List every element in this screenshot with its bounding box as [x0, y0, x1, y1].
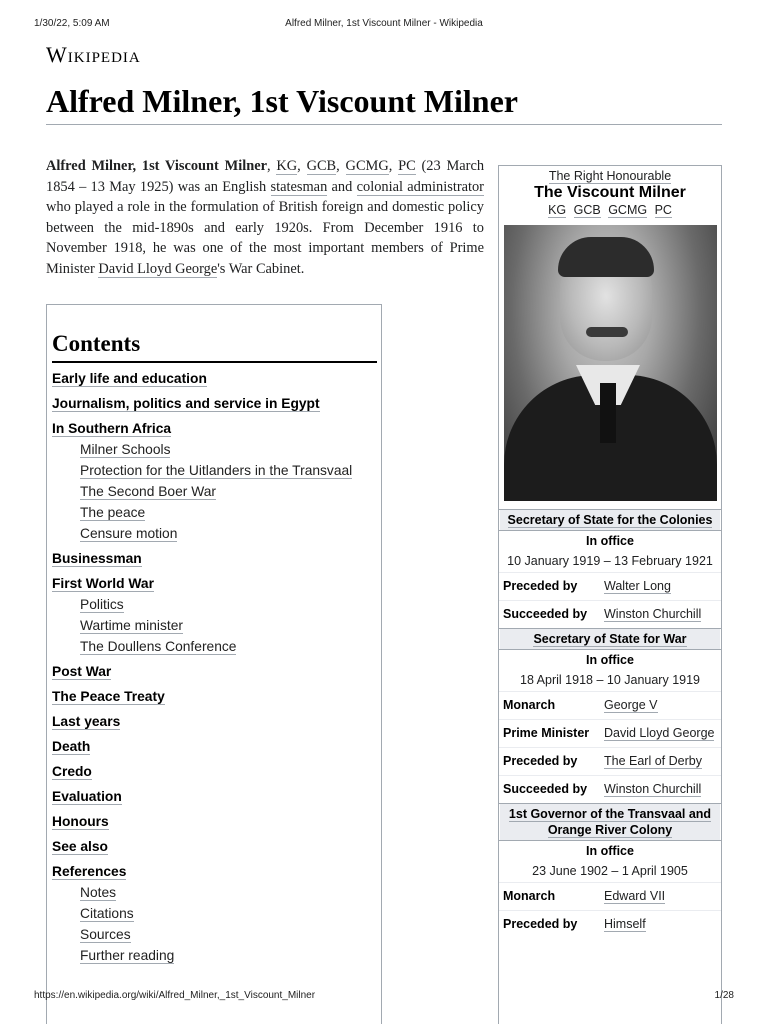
statesman-link[interactable]: statesman: [270, 178, 328, 195]
toc-subitem-label: Censure motion: [80, 526, 178, 541]
toc-subitem-label: Wartime minister: [80, 618, 183, 633]
office-title-link[interactable]: Secretary of State for the Colonies: [507, 513, 713, 527]
honorific-link[interactable]: The Right Honourable: [548, 169, 672, 183]
toc-list: [52, 369, 377, 965]
gcmg-link[interactable]: GCMG: [345, 158, 389, 174]
toc-item-label: The Peace Treaty: [52, 689, 165, 704]
toc-item-label: In Southern Africa: [52, 421, 172, 436]
infobox-row-label: Preceded by: [503, 579, 578, 593]
in-office-label: In office: [499, 840, 721, 861]
toc-subitem-label: Further reading: [80, 948, 175, 963]
toc-subitem[interactable]: [52, 482, 377, 501]
toc-item[interactable]: [52, 419, 377, 438]
toc-item-label: References: [52, 864, 127, 879]
office-dates: 18 April 1918 – 10 January 1919: [520, 673, 700, 687]
toc-item-label: Post War: [52, 664, 112, 679]
postnominal-link[interactable]: GCMG: [608, 203, 648, 217]
toc-subitem[interactable]: [52, 524, 377, 543]
office-section: [499, 628, 721, 803]
in-office-label: In office: [499, 649, 721, 670]
toc-item[interactable]: [52, 574, 377, 593]
toc-item-label: First World War: [52, 576, 154, 591]
portrait-photo[interactable]: [504, 225, 717, 501]
toc-subitem-label: Politics: [80, 597, 124, 612]
page-title: Alfred Milner, 1st Viscount Milner: [46, 82, 722, 125]
office-dates: 23 June 1902 – 1 April 1905: [532, 864, 688, 878]
toc-item-label: Businessman: [52, 551, 142, 566]
lead-paragraph: [46, 156, 484, 280]
print-url: https://en.wikipedia.org/wiki/Alfred_Milner,_1st_Viscount_Milner: [34, 990, 316, 1001]
infobox-row-value-link[interactable]: Winston Churchill: [604, 607, 702, 621]
toc-item[interactable]: [52, 394, 377, 413]
infobox-name: The Viscount Milner: [534, 184, 686, 201]
photo-hair: [558, 237, 654, 277]
lead-text: ,: [336, 158, 346, 174]
toc-item[interactable]: [52, 712, 377, 731]
infobox-row: [499, 775, 721, 803]
infobox-row-value-link[interactable]: Walter Long: [604, 579, 671, 593]
office-section: [499, 509, 721, 628]
toc-item-label: Last years: [52, 714, 121, 729]
toc-subitem[interactable]: [52, 461, 377, 480]
toc-subitem[interactable]: [52, 925, 377, 944]
toc-item-label: See also: [52, 839, 108, 854]
toc-subitem[interactable]: [52, 883, 377, 902]
toc-item[interactable]: [52, 549, 377, 568]
infobox-row-value-link[interactable]: Winston Churchill: [604, 782, 702, 796]
infobox-row-value: [604, 723, 717, 744]
toc-subitem[interactable]: [52, 616, 377, 635]
toc-subitem-label: The peace: [80, 505, 146, 520]
office-dates: 10 January 1919 – 13 February 1921: [507, 554, 713, 568]
toc-subitem-label: Citations: [80, 906, 134, 921]
toc-item-label: Journalism, politics and service in Egypt: [52, 396, 320, 411]
toc-item-label: Credo: [52, 764, 92, 779]
lead-text: 's War Cabinet.: [217, 260, 305, 277]
gcb-link[interactable]: GCB: [306, 158, 337, 174]
infobox-row: [499, 910, 721, 938]
lead-text: and: [327, 178, 357, 195]
infobox-row-value: [604, 751, 717, 772]
infobox-row-label: Prime Minister: [503, 726, 590, 740]
toc-item[interactable]: [52, 862, 377, 881]
office-title: [500, 510, 720, 530]
print-doc-title: Alfred Milner, 1st Viscount Milner - Wikipedia: [285, 18, 483, 29]
toc-subitem[interactable]: [52, 503, 377, 522]
lead-subject-name: Alfred Milner, 1st Viscount Milner: [46, 158, 267, 174]
infobox-row-value: [604, 914, 717, 935]
infobox-row: [499, 600, 721, 628]
toc-item[interactable]: [52, 762, 377, 781]
infobox-offices: [499, 509, 721, 938]
toc-subitem[interactable]: [52, 440, 377, 459]
infobox-row-value-link[interactable]: Himself: [604, 917, 646, 931]
print-header: [34, 18, 734, 32]
table-of-contents: [46, 304, 382, 1024]
lead-text: (23 March 1854 – 13 May 1925) was an English: [46, 158, 485, 195]
in-office-label: In office: [499, 530, 721, 551]
toc-subitem[interactable]: [52, 946, 377, 965]
infobox-row-value: [604, 886, 717, 907]
toc-subitem[interactable]: [52, 637, 377, 656]
postnominal-link[interactable]: KG: [548, 203, 567, 217]
kg-link[interactable]: KG: [276, 158, 298, 174]
infobox-row-value-link[interactable]: George V: [604, 698, 658, 712]
infobox-row-label: Monarch: [503, 698, 556, 712]
infobox-row-value: [604, 576, 717, 597]
photo-moustache: [586, 327, 628, 337]
infobox-row-value: [604, 604, 717, 625]
toc-item-label: Early life and education: [52, 371, 207, 386]
infobox-row-value-link[interactable]: Edward VII: [604, 889, 666, 903]
wikipedia-wordmark[interactable]: Wikipedia: [46, 42, 141, 67]
toc-subitem[interactable]: [52, 595, 377, 614]
toc-subitem-label: Milner Schools: [80, 442, 171, 457]
infobox-honorific: [499, 169, 721, 183]
toc-subitem-label: Sources: [80, 927, 131, 942]
postnominal-link[interactable]: GCB: [573, 203, 601, 217]
photo-tie: [600, 383, 616, 443]
lead-text: ,: [297, 158, 307, 174]
pc-link[interactable]: PC: [398, 158, 416, 174]
toc-subitem-label: Protection for the Uitlanders in the Transvaal: [80, 463, 353, 478]
office-title: [500, 629, 720, 649]
infobox-row: [499, 747, 721, 775]
infobox-row-value-link[interactable]: David Lloyd George: [604, 726, 715, 740]
infobox-row-value: [604, 779, 717, 800]
print-timestamp: 1/30/22, 5:09 AM: [34, 18, 110, 29]
toc-item[interactable]: [52, 837, 377, 856]
toc-subitem[interactable]: [52, 904, 377, 923]
infobox-postnominals: [499, 203, 721, 217]
infobox-row-value-link[interactable]: The Earl of Derby: [604, 754, 702, 768]
lead-text: ,: [266, 158, 277, 174]
toc-subitem-label: Notes: [80, 885, 117, 900]
toc-item[interactable]: [52, 812, 377, 831]
colonial-administrator-link[interactable]: colonial administrator: [356, 178, 484, 195]
infobox-row-label: Preceded by: [503, 754, 578, 768]
toc-heading: Contents: [52, 329, 377, 363]
postnominal-link[interactable]: PC: [654, 203, 672, 217]
toc-item-label: Evaluation: [52, 789, 122, 804]
toc-item[interactable]: [52, 369, 377, 388]
toc-item[interactable]: [52, 787, 377, 806]
office-section: [499, 803, 721, 938]
lead-text: who played a role in the formulation of British foreign and domestic policy between the mid-1890s and early 1920s. From December 1916 to November 1918, he was one of the most important members of Prime Minister: [46, 199, 484, 277]
infobox-row: [499, 719, 721, 747]
infobox-row-label: Succeeded by: [503, 782, 588, 796]
toc-item-label: Death: [52, 739, 91, 754]
infobox-row: [499, 572, 721, 600]
office-title: [500, 804, 720, 840]
toc-subitem-label: The Second Boer War: [80, 484, 216, 499]
infobox-row-label: Monarch: [503, 889, 556, 903]
infobox-row-label: Succeeded by: [503, 607, 588, 621]
infobox-row-value: [604, 695, 717, 716]
infobox-row-label: Preceded by: [503, 917, 578, 931]
toc-subitem-label: The Doullens Conference: [80, 639, 237, 654]
toc-item-label: Honours: [52, 814, 109, 829]
infobox-row: [499, 691, 721, 719]
toc-item[interactable]: [52, 662, 377, 681]
lloyd-george-link[interactable]: David Lloyd George: [98, 260, 218, 277]
lead-text: ,: [388, 158, 399, 174]
infobox: [498, 165, 722, 1024]
print-page-number: 1/28: [714, 990, 734, 1001]
print-footer: [34, 990, 734, 1004]
office-title-link[interactable]: 1st Governor of the Transvaal and Orange River Colony: [508, 807, 712, 837]
infobox-row: [499, 882, 721, 910]
office-title-link[interactable]: Secretary of State for War: [533, 632, 687, 646]
toc-item[interactable]: [52, 737, 377, 756]
toc-item[interactable]: [52, 687, 377, 706]
